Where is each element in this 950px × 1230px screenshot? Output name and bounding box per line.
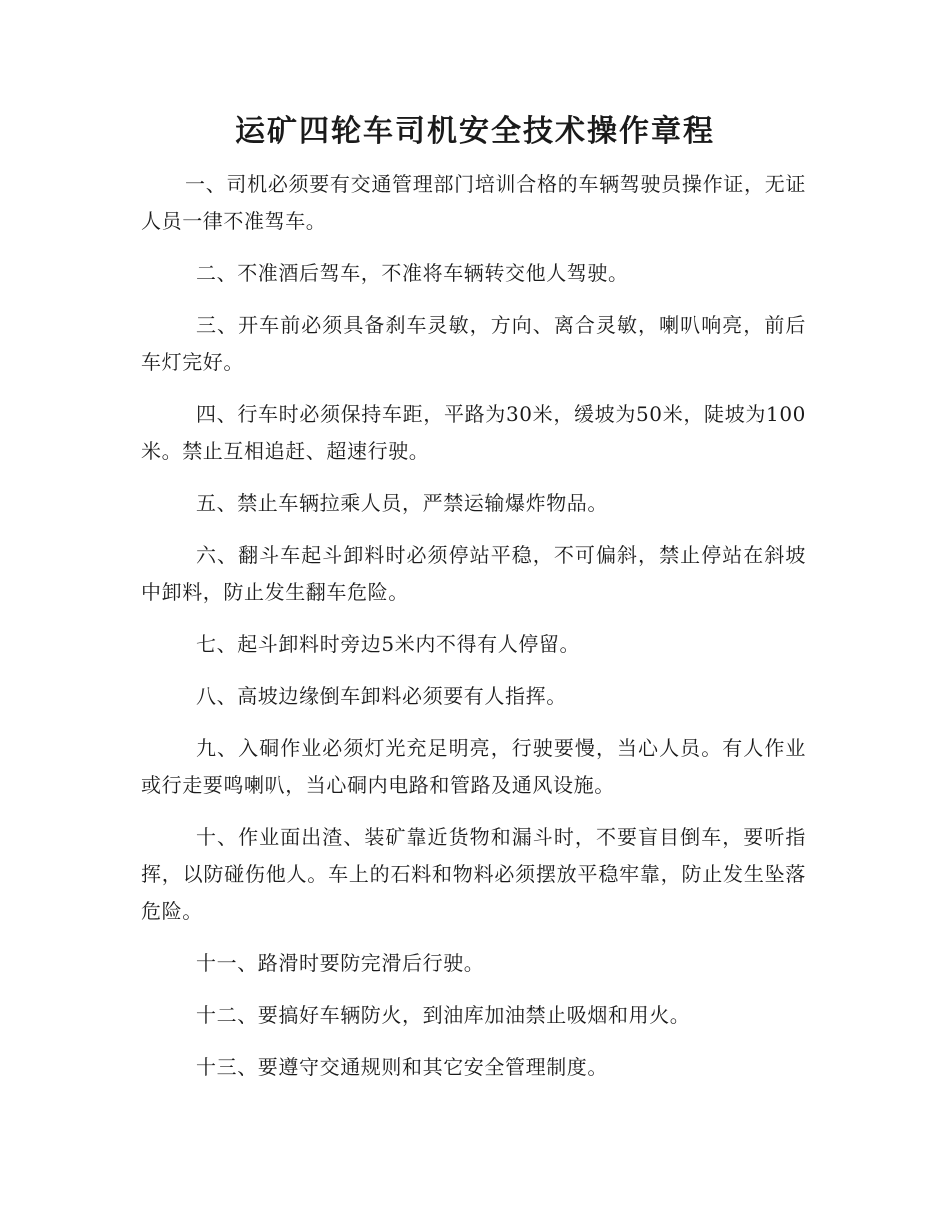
rule-paragraph-12: 十二、要搞好车辆防火，到油库加油禁止吸烟和用火。 — [196, 1003, 691, 1027]
rule-paragraph-8: 八、高坡边缘倒车卸料必须要有人指挥。 — [196, 684, 567, 708]
rule-paragraph-7: 七、起斗卸料时旁边5米内不得有人停留。 — [196, 632, 581, 656]
rule-paragraph-4: 四、行车时必须保持车距，平路为30米，缓坡为50米，陡坡为100米。禁止互相追赶、超速行驶。 — [141, 402, 806, 463]
document-title: 运矿四轮车司机安全技术操作章程 — [235, 114, 715, 149]
rule-paragraph-10: 十、作业面出渣、装矿靠近货物和漏斗时，不要盲目倒车，要听指挥，以防碰伤他人。车上的石料和物料必须摆放平稳牢靠，防止发生坠落危险。 — [141, 825, 806, 923]
document-body — [141, 166, 806, 1086]
rule-paragraph-11: 十一、路滑时要防完滑后行驶。 — [196, 951, 485, 975]
rule-paragraph-3: 三、开车前必须具备刹车灵敏，方向、离合灵敏，喇叭响亮，前后车灯完好。 — [141, 313, 806, 374]
rule-paragraph-2: 二、不准酒后驾车，不准将车辆转交他人驾驶。 — [196, 261, 629, 285]
rule-paragraph-13: 十三、要遵守交通规则和其它安全管理制度。 — [196, 1055, 608, 1079]
rule-paragraph-1: 一、司机必须要有交通管理部门培训合格的车辆驾驶员操作证，无证人员一律不准驾车。 — [141, 172, 806, 233]
rule-paragraph-6: 六、翻斗车起斗卸料时必须停站平稳，不可偏斜，禁止停站在斜坡中卸料，防止发生翻车危险。 — [141, 543, 806, 604]
rule-paragraph-9: 九、入硐作业必须灯光充足明亮，行驶要慢，当心人员。有人作业或行走要鸣喇叭，当心硐内电路和管路及通风设施。 — [141, 736, 806, 797]
rule-paragraph-5: 五、禁止车辆拉乘人员，严禁运输爆炸物品。 — [196, 491, 608, 515]
